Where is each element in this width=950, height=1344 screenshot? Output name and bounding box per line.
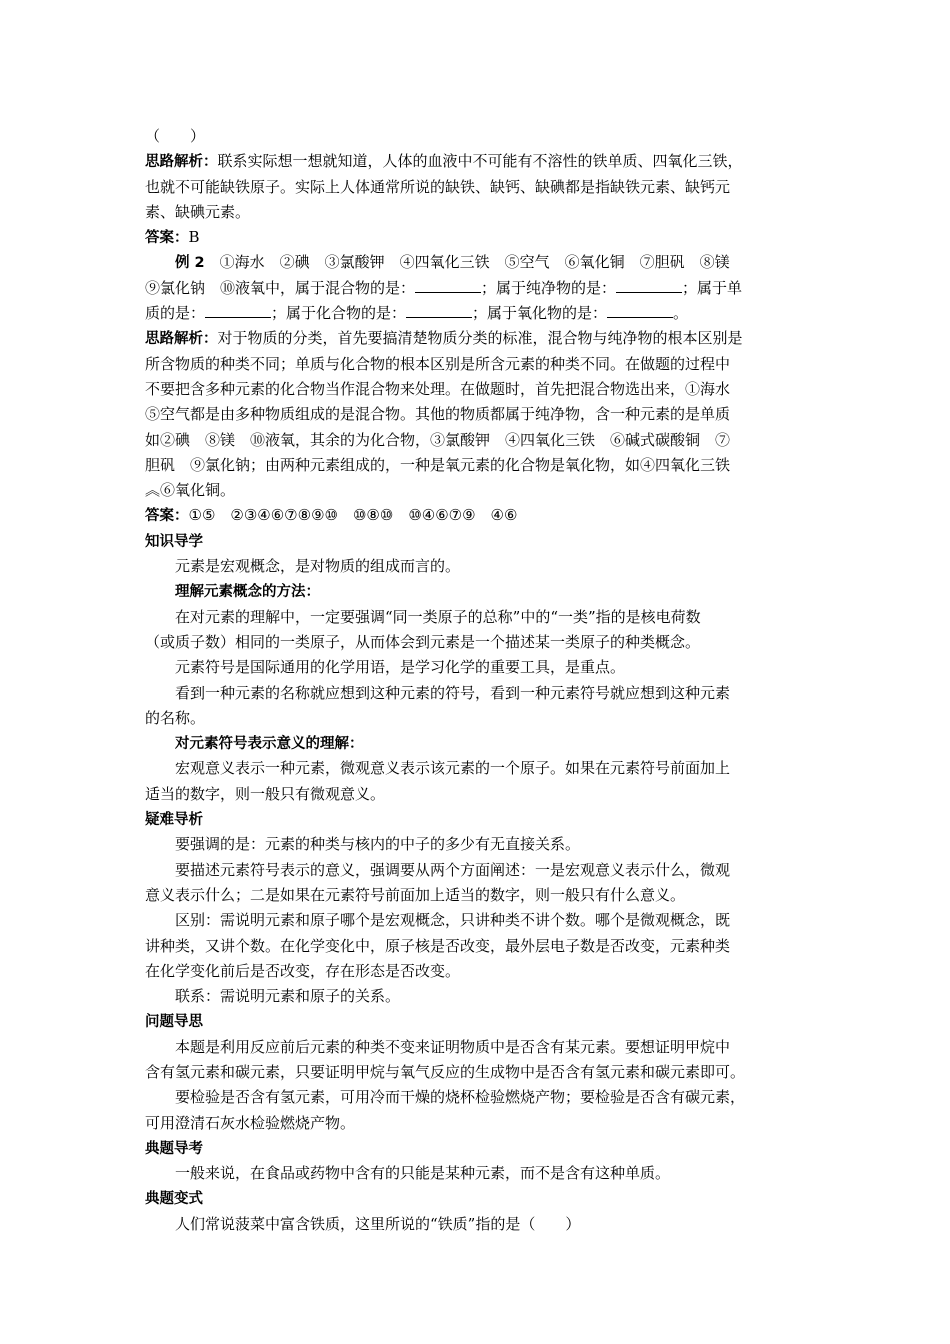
line-text: 要描述元素符号表示的意义，强调要从两个方面阐述：一是宏观意义表示什么，微观 xyxy=(175,860,731,879)
line-text: 看到一种元素的名称就应想到这种元素的符号，看到一种元素符号就应想到这种元素 xyxy=(175,683,731,702)
line-text: 可用澄清石灰水检验燃烧产物。 xyxy=(145,1113,356,1132)
text-line xyxy=(145,782,813,807)
paragraph-line xyxy=(145,1212,813,1237)
paragraph-line xyxy=(145,681,813,706)
line-text: 在对元素的理解中，一定要强调“同一类原子的总称”中的“一类”指的是核电荷数 xyxy=(175,607,701,626)
document-body xyxy=(145,124,813,1237)
line-text: 要检验是否含有氢元素，可用冷而干燥的烧杯检验燃烧产物；要检验是否含有碳元素， xyxy=(175,1088,746,1107)
section-heading xyxy=(145,807,813,832)
answer-blank xyxy=(205,303,271,318)
line-text: ；属于化合物的是： xyxy=(271,304,407,323)
line-text: 素、缺碘元素。 xyxy=(145,202,251,221)
subheading-text: 对元素符号表示意义的理解： xyxy=(175,736,364,753)
line-text: ①海水 ②碘 ③氯酸钾 ④四氧化三铁 ⑤空气 ⑥氧化铜 ⑦胆矾 ⑧镁 xyxy=(204,253,730,272)
paragraph-line xyxy=(145,908,813,933)
answer-blank xyxy=(415,278,481,293)
paragraph-line xyxy=(145,1161,813,1186)
example-line xyxy=(145,250,813,275)
text-line xyxy=(145,1111,813,1136)
line-text: ；属于纯净物的是： xyxy=(481,278,617,297)
line-label: 思路解析： xyxy=(145,331,218,348)
labeled-line xyxy=(145,326,813,351)
line-text: 元素符号是国际通用的化学用语，是学习化学的重要工具，是重点。 xyxy=(175,658,626,677)
line-label: 答案： xyxy=(145,230,189,247)
labeled-line xyxy=(145,503,813,528)
line-text: 质的是： xyxy=(145,304,206,323)
line-text: B xyxy=(188,228,200,247)
text-line xyxy=(145,934,813,959)
paragraph-line xyxy=(145,655,813,680)
line-text: 所含物质的种类不同；单质与化合物的根本区别是所含元素的种类不同。在做题的过程中 xyxy=(145,354,731,373)
line-text: 元素是宏观概念，是对物质的组成而言的。 xyxy=(175,557,461,576)
line-text: （或质子数）相同的一类原子，从而体会到元素是一个描述某一类原子的种类概念。 xyxy=(145,632,701,651)
example-label: 例 2 xyxy=(175,255,205,272)
text-line xyxy=(145,352,813,377)
section-heading xyxy=(145,1136,813,1161)
line-text: 联系实际想一想就知道，人体的血液中不可能有不溶性的铁单质、四氧化三铁， xyxy=(217,152,743,171)
paragraph-line xyxy=(145,605,813,630)
line-text: 如②碘 ⑧镁 ⑩液氧，其余的为化合物，③氯酸钾 ④四氧化三铁 ⑥碱式碳酸铜 ⑦ xyxy=(145,430,731,449)
text-line xyxy=(145,630,813,655)
paragraph-line xyxy=(145,554,813,579)
sub-heading xyxy=(145,579,813,604)
heading-text: 典题变式 xyxy=(145,1191,203,1208)
paragraph-line xyxy=(145,858,813,883)
paragraph-line xyxy=(145,832,813,857)
heading-text: 问题导思 xyxy=(145,1014,203,1031)
line-text: 本题是利用反应前后元素的种类不变来证明物质中是否含有某元素。要想证明甲烷中 xyxy=(175,1037,731,1056)
section-heading xyxy=(145,1186,813,1211)
paragraph-line xyxy=(145,1085,813,1110)
line-text: 胆矾 ⑨氯化钠；由两种元素组成的，一种是氧元素的化合物是氧化物，如④四氧化三铁 xyxy=(145,455,731,474)
text-line xyxy=(145,377,813,402)
heading-text: 疑难导析 xyxy=(145,812,203,829)
line-text: 含有氢元素和碳元素，只要证明甲烷与氧气反应的生成物中是否含有氢元素和碳元素即可。 xyxy=(145,1062,746,1081)
line-text: 要强调的是：元素的种类与核内的中子的多少有无直接关系。 xyxy=(175,835,581,854)
text-line xyxy=(145,124,813,149)
fill-blank-line xyxy=(145,301,813,326)
text-line xyxy=(145,959,813,984)
text-line xyxy=(145,200,813,225)
line-text: 意义表示什么；二是如果在元素符号前面加上适当的数字，则一般只有什么意义。 xyxy=(145,885,686,904)
text-line xyxy=(145,883,813,908)
line-text: （ ） xyxy=(145,127,206,145)
line-text: 人们常说菠菜中富含铁质，这里所说的“铁质”指的是（ ） xyxy=(175,1214,581,1233)
text-line xyxy=(145,428,813,453)
heading-text: 知识导学 xyxy=(145,533,203,550)
text-line xyxy=(145,402,813,427)
line-text: 宏观意义表示一种元素，微观意义表示该元素的一个原子。如果在元素符号前面加上 xyxy=(175,759,731,778)
line-text: ︽⑥氧化铜。 xyxy=(145,481,236,500)
line-text: 讲种类，又讲个数。在化学变化中，原子核是否改变，最外层电子数是否改变，元素种类 xyxy=(145,936,731,955)
text-line xyxy=(145,175,813,200)
line-text: 也就不可能缺铁原子。实际上人体通常所说的缺铁、缺钙、缺碘都是指缺铁元素、缺钙元 xyxy=(145,177,731,196)
line-text: ⑨氯化钠 ⑩液氧中，属于混合物的是： xyxy=(145,278,416,297)
line-text: 的名称。 xyxy=(145,708,206,727)
line-text: 对于物质的分类，首先要搞清楚物质分类的标准，混合物与纯净物的根本区别是 xyxy=(217,329,743,348)
paragraph-line xyxy=(145,984,813,1009)
text-line xyxy=(145,453,813,478)
line-text: 区别：需说明元素和原子哪个是宏观概念，只讲种类不讲个数。哪个是微观概念，既 xyxy=(175,911,731,930)
line-text: 不要把含多种元素的化合物当作混合物来处理。在做题时，首先把混合物选出来，①海水 xyxy=(145,379,731,398)
text-line xyxy=(145,478,813,503)
fill-blank-line xyxy=(145,276,813,301)
paragraph-line xyxy=(145,1035,813,1060)
line-label: 答案： xyxy=(145,508,189,525)
text-line xyxy=(145,1060,813,1085)
line-text: 一般来说，在食品或药物中含有的只能是某种元素，而不是含有这种单质。 xyxy=(175,1164,671,1183)
line-text: 适当的数字，则一般只有微观意义。 xyxy=(145,784,386,803)
line-text: ⑤空气都是由多种物质组成的是混合物。其他的物质都属于纯净物，含一种元素的是单质 xyxy=(145,405,731,424)
line-text: 在化学变化前后是否改变，存在形态是否改变。 xyxy=(145,961,461,980)
labeled-line xyxy=(145,225,813,250)
line-text: ；属于氧化物的是： xyxy=(472,304,608,323)
paragraph-line xyxy=(145,756,813,781)
line-text: 。 xyxy=(673,304,689,323)
answer-blank xyxy=(607,303,673,318)
line-text: ；属于单 xyxy=(682,278,743,297)
labeled-line xyxy=(145,149,813,174)
heading-text: 典题导考 xyxy=(145,1140,203,1157)
line-text: 联系：需说明元素和原子的关系。 xyxy=(175,987,401,1006)
line-text: ①⑤ ②③④⑥⑦⑧⑨⑩ ⑩⑧⑩ ⑩④⑥⑦⑨ ④⑥ xyxy=(188,506,518,525)
sub-heading xyxy=(145,731,813,756)
subheading-text: 理解元素概念的方法： xyxy=(175,584,320,601)
answer-blank xyxy=(616,278,682,293)
section-heading xyxy=(145,1009,813,1034)
answer-blank xyxy=(406,303,472,318)
line-label: 思路解析： xyxy=(145,154,218,171)
section-heading xyxy=(145,529,813,554)
text-line xyxy=(145,706,813,731)
